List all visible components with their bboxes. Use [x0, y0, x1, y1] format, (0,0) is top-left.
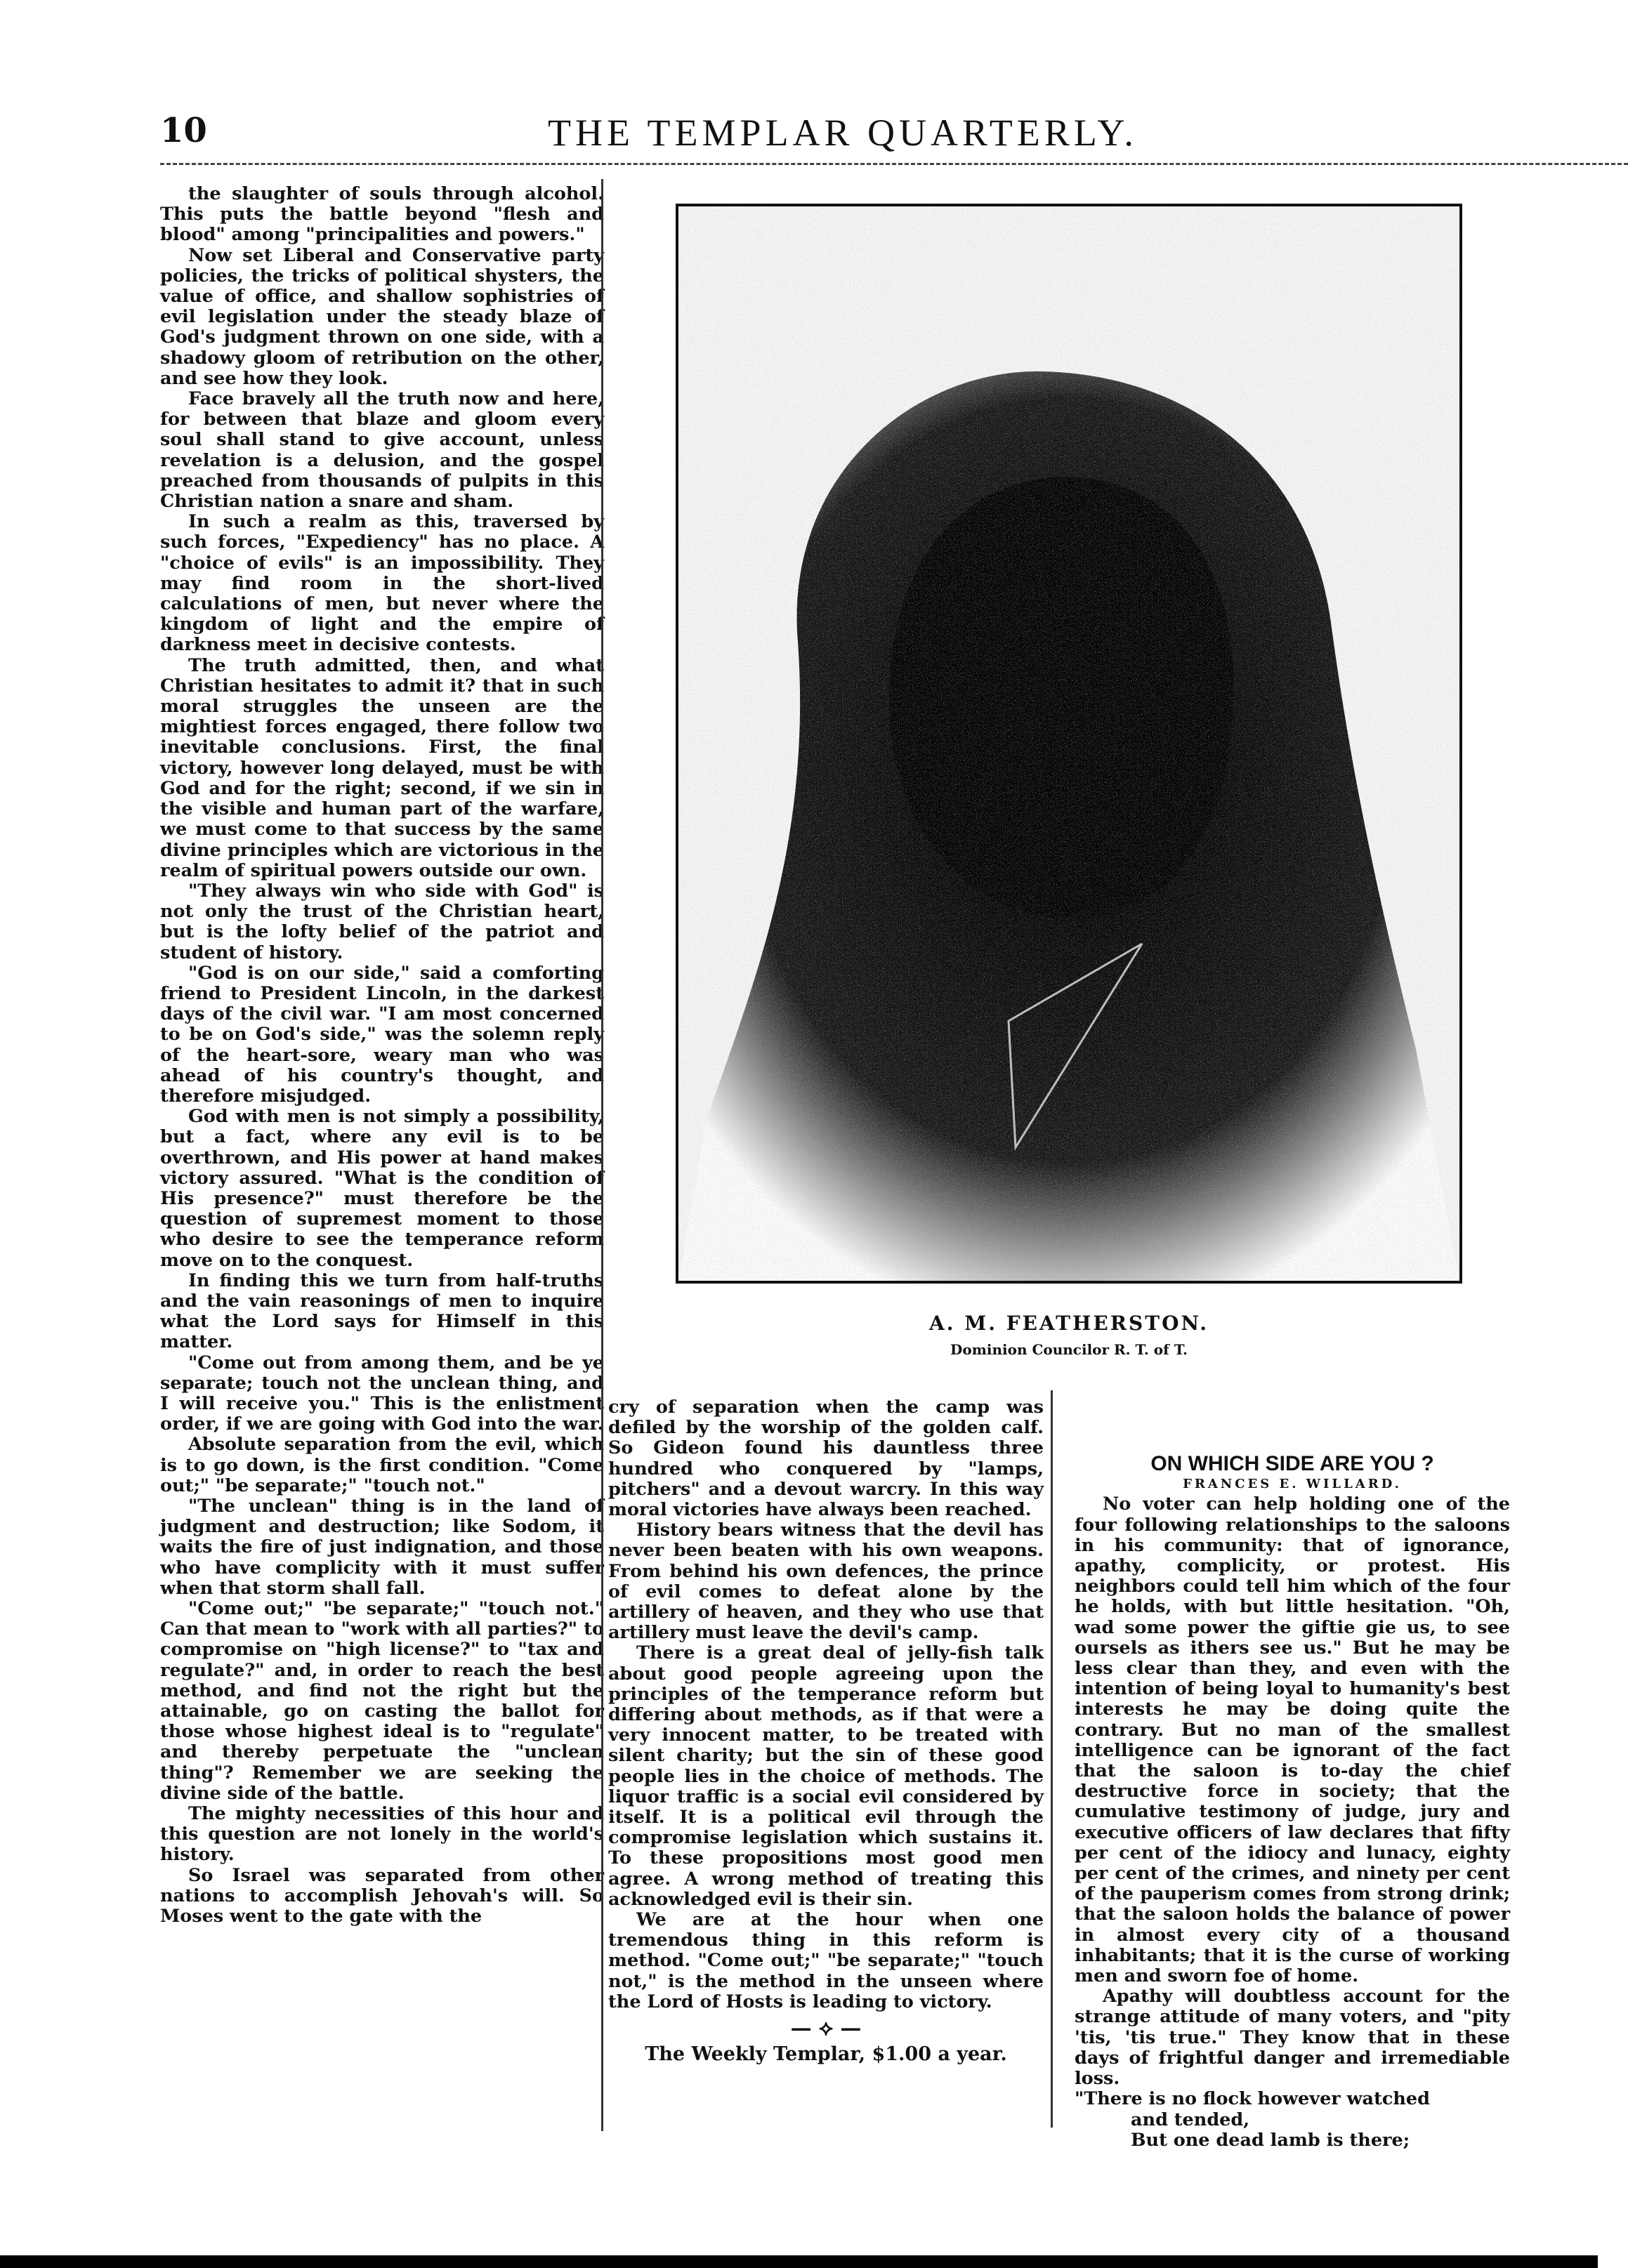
paragraph: No voter can help holding one of the four following relationships to the saloons in his community: that of ignorance, apathy, complicity, or protest. His neighbors could tell him which of the four he holds, with but little hesitation. "Oh, wad some power the giftie gie us, to see oursels as ithers see us." But he may be less clear than they, and even with the intention of being loyal to humanity's best interests he may be doing quite the contrary. But no man of the smallest intelligence can be ignorant of the fact that the saloon is to-day the chief destructive force in society; that the cumulative testimony of judge, jury and executive officers of law declares that fifty per cent of the idiocy and lunacy, eighty per cent of the crimes, and ninety per cent of the pauperism comes from strong drink; that the saloon holds the balance of power in almost every city of a thousand inhabitants; that it is the curse of working men and sworn foe of home. — [1075, 1494, 1510, 1987]
right-column — [1075, 1452, 1510, 2151]
paragraph: So Israel was separated from other nations to accomplish Jehovah's will. So Moses went to the gate with the — [160, 1864, 604, 1927]
middle-column — [608, 1397, 1044, 2099]
paragraph: History bears witness that the devil has never been beaten with his own weapons. From behind his own defences, the prince of evil comes to defeat alone by the artillery of heaven, and they who use that artillery must leave the devil's camp. — [608, 1519, 1044, 1644]
column-divider — [601, 179, 603, 2131]
paragraph: Absolute separation from the evil, which is to go down, is the first condition. "Come out;" "be separate;" "touch not." — [160, 1434, 604, 1496]
verse-line: But one dead lamb is there; — [1131, 2129, 1410, 2151]
paragraph: In such a realm as this, traversed by such forces, "Expediency" has no place. A "choice of evils" is an impossibility. They may find room in the short-lived calculations of men, but never where the kingdom of light and the empire of darkness meet in decisive contests. — [160, 511, 604, 656]
paragraph: "Come out;" "be separate;" "touch not." Can that mean to "work with all parties?" to compromise on "high license?" to "tax and regulate?" and, in order to reach the best method, and find not the right but the attainable, go on casting the ballot for those whose highest ideal is to "regulate" and thereby perpetuate the "unclean thing"? Remember we are seeking the divine side of the battle. — [160, 1598, 604, 1804]
header-rule — [160, 163, 1628, 165]
article-byline: FRANCES E. WILLARD. — [1183, 1477, 1402, 1492]
verse-line: "There is no flock however watched — [1075, 2088, 1430, 2110]
paragraph: "The unclean" thing is in the land of judgment and destruction; like Sodom, it waits the fire of just indignation, and those who have complicity with it must suffer when that storm shall fall. — [160, 1496, 604, 1599]
portrait-caption-title: Dominion Councilor R. T. of T. — [950, 1341, 1188, 1358]
paragraph: God with men is not simply a possibility, but a fact, where any evil is to be overthrown, and His power at hand makes victory assured. "What is the condition of His presence?" must therefore be the question of supremest moment to those who desire to see the temperance reform move on to the conquest. — [160, 1106, 604, 1271]
paragraph: "They always win who side with God" is not only the trust of the Christian heart, but is the lofty belief of the patriot and student of history. — [160, 880, 604, 963]
portrait-caption-name: A. M. FEATHERSTON. — [928, 1312, 1209, 1335]
paragraph: cry of separation when the camp was defiled by the worship of the golden calf. So Gideon found his dauntless three hundred who conquered by "lamps, pitchers" and a devout warcry. In this way moral victories have always been reached. — [608, 1397, 1044, 1521]
paragraph: The mighty necessities of this hour and this question are not lonely in the world's history. — [160, 1803, 604, 1866]
subscription-notice: The Weekly Templar, $1.00 a year. — [645, 2043, 1007, 2066]
article-title: ON WHICH SIDE ARE YOU ? — [1150, 1452, 1434, 1475]
section-ornament: — ⟡ — — [790, 2016, 862, 2041]
running-head: THE TEMPLAR QUARTERLY. — [548, 112, 1138, 154]
paragraph: There is a great deal of jelly-fish talk about good people agreeing upon the principles of the temperance reform but differing about methods, as if that were a very innocent matter, to be treated with silent charity; but the sin of these good people lies in the choice of methods. The liquor traffic is a social evil considered by itself. It is a political evil through the compromise legislation which sustains it. To these propositions most good men agree. A wrong method of treating this acknowledged evil is their sin. — [608, 1642, 1044, 1910]
paragraph: "Come out from among them, and be ye separate; touch not the unclean thing, and I will receive you." This is the enlistment order, if we are going with God into the war. — [160, 1352, 604, 1435]
paragraph: In finding this we turn from half-truths and the vain reasonings of men to inquire what the Lord says for Himself in this matter. — [160, 1270, 604, 1353]
column-divider — [1051, 1390, 1053, 2128]
paragraph: Face bravely all the truth now and here, for between that blaze and gloom every soul shall stand to give account, unless revelation is a delusion, and the gospel preached from thousands of pulpits in this Christian nation a snare and sham. — [160, 388, 604, 513]
portrait-photo — [676, 204, 1462, 1284]
verse-line: and tended, — [1131, 2109, 1250, 2130]
paragraph: "God is on our side," said a comforting friend to President Lincoln, in the darkest days of the civil war. "I am most concerned to be on God's side," was the solemn reply of the heart-sore, weary man who was ahead of his country's thought, and therefore misjudged. — [160, 962, 604, 1107]
paragraph: The truth admitted, then, and what Christian hesitates to admit it? that in such moral struggles the unseen are the mightiest forces engaged, there follow two inevitable conclusions. First, the final victory, however long delayed, must be with God and for the right; second, if we sin in the visible and human part of the warfare, we must come to that success by the same divine principles which are victorious in the realm of spiritual powers outside our own. — [160, 654, 604, 881]
page-number: 10 — [160, 111, 207, 150]
left-column — [160, 184, 604, 2129]
scan-edge — [0, 2255, 1598, 2268]
paragraph: Apathy will doubtless account for the strange attitude of many voters, and "pity 'tis, 'tis true." They know that in these days of frightful danger and irremediable loss. — [1075, 1986, 1510, 2090]
paragraph: the slaughter of souls through alcohol. This puts the battle beyond "flesh and blood" among "principalities and powers." — [160, 183, 604, 246]
paragraph: Now set Liberal and Conservative party policies, the tricks of political shysters, the value of office, and shallow sophistries of evil legislation under the steady blaze of God's judgment thrown on one side, with a shadowy gloom of retribution on the other, and see how they look. — [160, 244, 604, 389]
paragraph: We are at the hour when one tremendous thing in this reform is method. "Come out;" "be separate;" "touch not," is the method in the unseen where the Lord of Hosts is leading to victory. — [608, 1909, 1044, 2012]
